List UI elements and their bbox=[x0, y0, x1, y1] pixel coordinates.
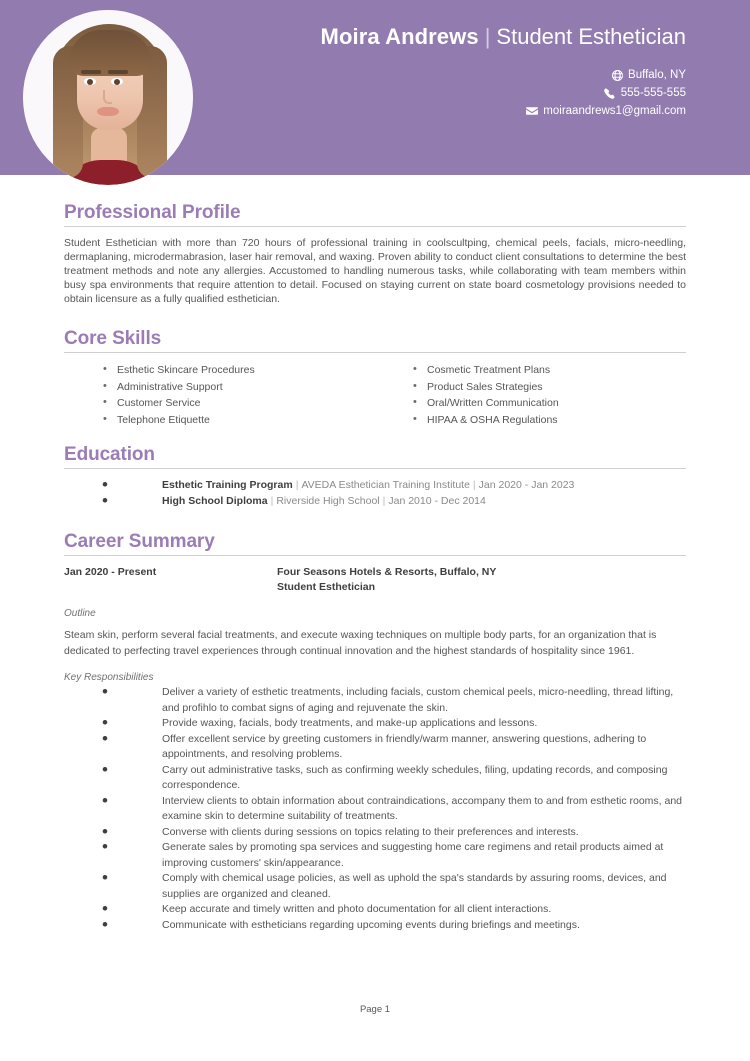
contact-location bbox=[321, 66, 686, 84]
responsibilities-list bbox=[64, 685, 686, 933]
section-title-skills: Core Skills bbox=[64, 328, 162, 349]
section-education bbox=[0, 444, 750, 509]
contact-phone bbox=[321, 84, 686, 102]
skills-column-right bbox=[393, 362, 686, 428]
list-item: • HIPAA & OSHA Regulations bbox=[410, 412, 686, 429]
section-divider-profile bbox=[64, 226, 686, 227]
list-item: • Communicate with estheticians regarding upcoming events during briefings and meetings. bbox=[102, 918, 686, 934]
skills-columns bbox=[64, 362, 686, 428]
education-separator: | bbox=[270, 494, 274, 507]
responsibilities-label: Key Responsibilities bbox=[64, 672, 154, 683]
contact-list bbox=[321, 66, 686, 120]
job-role: Student Esthetician bbox=[277, 581, 376, 593]
phone-icon bbox=[604, 87, 616, 99]
section-core-skills bbox=[0, 328, 750, 428]
envelope-icon bbox=[526, 105, 538, 117]
title-separator: | bbox=[484, 24, 491, 49]
list-item: • Customer Service bbox=[100, 395, 393, 412]
list-item: • Converse with clients during sessions on topics relating to their preferences and interests. bbox=[102, 825, 686, 841]
education-list bbox=[64, 478, 686, 509]
job-company-role bbox=[277, 565, 496, 595]
portrait-photo bbox=[23, 10, 193, 185]
education-dates: Jan 2020 - Jan 2023 bbox=[478, 479, 575, 491]
profile-paragraph: Student Esthetician with more than 720 hours of professional training in coolscultping, chemical peels, facials, micro-needling, dermaplaning, microdermabrasion, laser hair removal, and waxing. Proven ability to conduct client consultations to determine the best treatment methods and note any allergies. Accustomed to handling numerous tasks, while collaborating with team members within busy spa environments that require attention to detail. Focused on staying current on state board cosmetology provisions needed to obtain licensure as a fully qualified esthetician. bbox=[64, 237, 686, 305]
job-dates: Jan 2020 - Present bbox=[64, 566, 157, 578]
list-item: • Telephone Etiquette bbox=[100, 412, 393, 429]
section-divider-career bbox=[64, 555, 686, 556]
list-item: • Offer excellent service by greeting customers in friendly/warm manner, answering questions, adhering to appointments, and resolving problems. bbox=[102, 732, 686, 763]
list-item: • Interview clients to obtain information about contraindications, accompany them to and from esthetic rooms, and examine skin to determine suitability of treatments. bbox=[102, 794, 686, 825]
job-title: Student Esthetician bbox=[496, 24, 686, 49]
list-item: • Product Sales Strategies bbox=[410, 379, 686, 396]
list-item bbox=[102, 478, 686, 494]
skills-column-left bbox=[100, 362, 393, 428]
section-title-profile: Professional Profile bbox=[64, 202, 241, 223]
section-title-education: Education bbox=[64, 444, 155, 465]
contact-email-text: moiraandrews1@gmail.com bbox=[543, 105, 686, 117]
list-item: • Comply with chemical usage policies, as well as uphold the spa's standards by assuring rooms, devices, and supplies are organized and cleaned. bbox=[102, 871, 686, 902]
education-institution: AVEDA Esthetician Training Institute bbox=[301, 479, 470, 491]
list-item: • Cosmetic Treatment Plans bbox=[410, 362, 686, 379]
full-name: Moira Andrews bbox=[320, 24, 479, 49]
section-divider-education bbox=[64, 468, 686, 469]
education-institution: Riverside High School bbox=[276, 494, 380, 507]
list-item: • Esthetic Skincare Procedures bbox=[100, 362, 393, 379]
outline-label: Outline bbox=[64, 608, 96, 619]
outline-paragraph: Steam skin, perform several facial treatments, and execute waxing techniques on multiple body parts, for an organization that is dedicated to perfecting travel experiences through continual innovation and the highest standards of hospitality since 1961. bbox=[64, 629, 657, 657]
list-item bbox=[102, 494, 686, 510]
list-item: • Administrative Support bbox=[100, 379, 393, 396]
section-professional-profile bbox=[0, 202, 750, 306]
page-title bbox=[321, 22, 686, 52]
section-career-summary bbox=[0, 531, 750, 933]
list-item: • Oral/Written Communication bbox=[410, 395, 686, 412]
globe-icon bbox=[611, 69, 623, 81]
education-separator: | bbox=[295, 479, 299, 491]
list-item: • Carry out administrative tasks, such as confirming weekly schedules, filing, updating records, and composing correspondence. bbox=[102, 763, 686, 794]
list-item: • Deliver a variety of esthetic treatments, including facials, custom chemical peels, micro-needling, thread lifting, and profihlo to combat signs of aging and rejuvenate the skin. bbox=[102, 685, 686, 716]
education-separator: | bbox=[382, 494, 386, 507]
contact-phone-text: 555-555-555 bbox=[620, 87, 686, 99]
avatar bbox=[23, 10, 193, 185]
education-degree: High School Diploma bbox=[162, 494, 268, 507]
header-text-block bbox=[321, 22, 686, 120]
resume-body bbox=[0, 175, 750, 933]
page-footer bbox=[0, 1004, 750, 1015]
list-item: • Provide waxing, facials, body treatments, and make-up applications and lessons. bbox=[102, 716, 686, 732]
job-header bbox=[64, 565, 686, 595]
education-separator: | bbox=[472, 479, 476, 491]
education-degree: Esthetic Training Program bbox=[162, 479, 293, 491]
section-divider-skills bbox=[64, 352, 686, 353]
contact-location-text: Buffalo, NY bbox=[628, 69, 686, 81]
page-number: Page 1 bbox=[359, 1004, 391, 1015]
section-title-career: Career Summary bbox=[64, 531, 215, 552]
contact-email bbox=[321, 102, 686, 120]
education-dates: Jan 2010 - Dec 2014 bbox=[388, 494, 486, 507]
job-company: Four Seasons Hotels & Resorts, Buffalo, NY bbox=[277, 566, 497, 578]
list-item: • Keep accurate and timely written and photo documentation for all client interactions. bbox=[102, 902, 686, 918]
list-item: • Generate sales by promoting spa services and suggesting home care regimens and retail products aimed at improving customers' skin/appearance. bbox=[102, 840, 686, 871]
